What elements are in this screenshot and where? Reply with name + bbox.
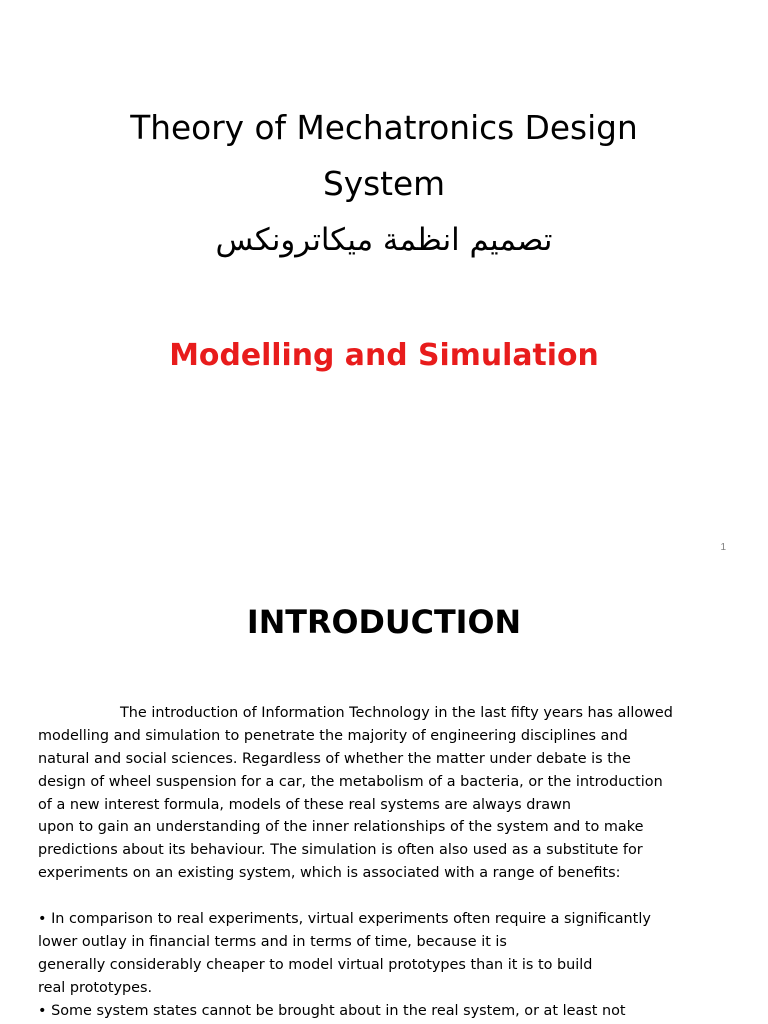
paragraph-line: The introduction of Information Technology in the last fifty years has allowed <box>120 705 673 721</box>
paragraph-line: design of wheel suspension for a car, the metabolism of a bacteria, or the introduction <box>38 773 663 790</box>
title-arabic: تصميم انظمة ميكاترونكس <box>215 222 553 258</box>
bullet-line: • Some system states cannot be brought about in the real system, or at least not <box>38 1002 626 1019</box>
subtitle: Modelling and Simulation <box>169 338 599 373</box>
bullet-line: generally considerably cheaper to model virtual prototypes than it is to build <box>38 956 593 973</box>
bullet-line: real prototypes. <box>38 979 153 996</box>
bullet-line: lower outlay in financial terms and in terms of time, because it is <box>38 933 507 950</box>
paragraph-line: of a new interest formula, models of these real systems are always drawn <box>38 796 571 813</box>
section-heading: INTRODUCTION <box>246 604 522 641</box>
paragraph-line: upon to gain an understanding of the inner relationships of the system and to make <box>38 819 644 836</box>
body-text <box>38 702 738 1022</box>
bullet-line: • In comparison to real experiments, virtual experiments often require a significantly <box>38 911 651 928</box>
title-line-1: Theory of Mechatronics Design <box>130 109 638 147</box>
paragraph-line: predictions about its behaviour. The simulation is often also used as a substitute for <box>38 842 643 859</box>
introduction-slide <box>0 565 768 1024</box>
paragraph-line: natural and social sciences. Regardless of whether the matter under debate is the <box>38 750 631 767</box>
blank-line <box>38 885 738 908</box>
title-line-2: System <box>322 165 446 203</box>
paragraph-line: modelling and simulation to penetrate the majority of engineering disciplines and <box>38 727 628 744</box>
paragraph-line: experiments on an existing system, which is associated with a range of benefits: <box>38 865 621 882</box>
page-number: 1 <box>720 542 726 553</box>
